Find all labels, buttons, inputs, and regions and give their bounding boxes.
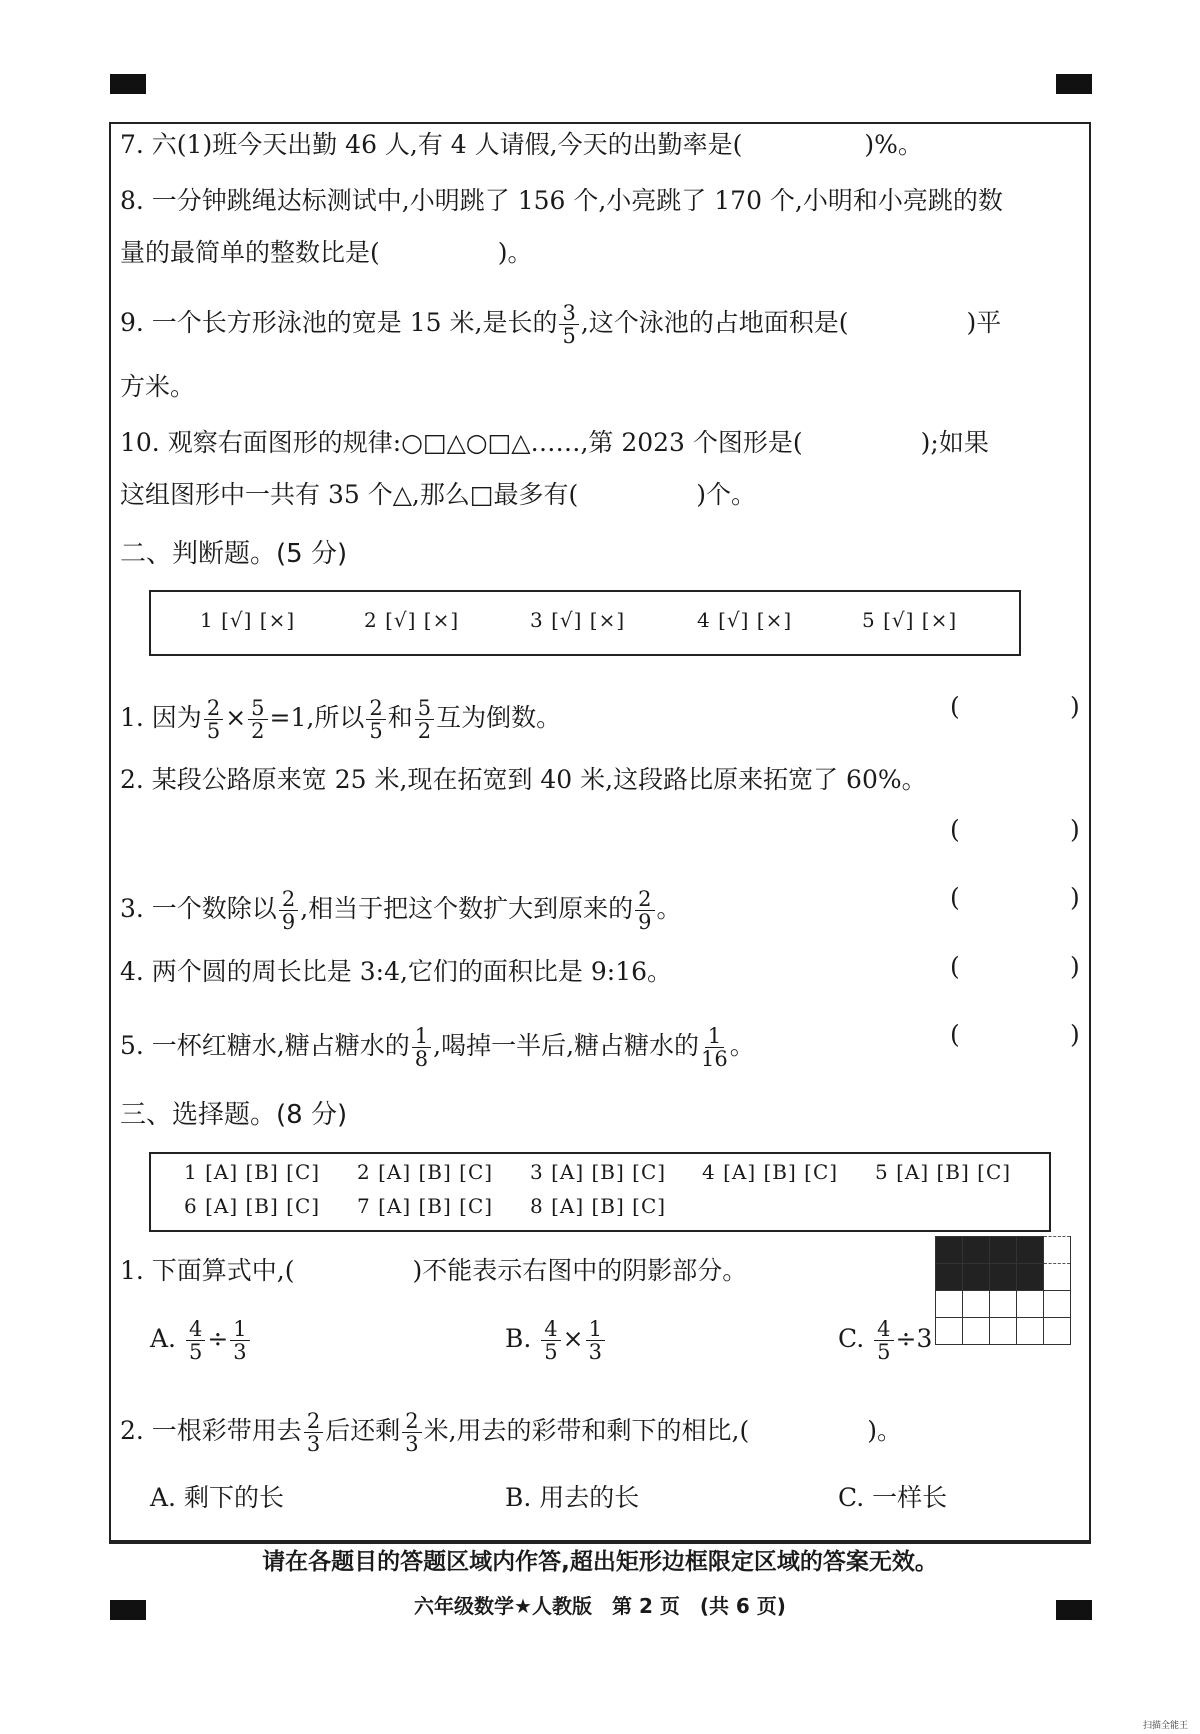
- section-2-title: 二、判断题。(5 分): [120, 539, 348, 569]
- judgment-answer-2[interactable]: 2 [√] [×]: [364, 608, 460, 632]
- c1-option-b[interactable]: B. $\frac{4}{5}$ × $\frac{1}{3}$: [505, 1318, 607, 1363]
- judgment-5-paren-close: ): [1070, 1020, 1080, 1049]
- judgment-5-paren-open[interactable]: (: [950, 1020, 960, 1049]
- judgment-answer-1[interactable]: 1 [√] [×]: [200, 608, 296, 632]
- question-7: 7. 六(1)班今天出勤 46 人,有 4 人请假,今天的出勤率是( )%。: [120, 130, 923, 159]
- page-footer: 六年级数学★人教版 第 2 页 (共 6 页): [414, 1594, 786, 1618]
- scanner-watermark: 扫描全能王: [1143, 1721, 1189, 1731]
- c2-option-c[interactable]: C. 一样长: [838, 1483, 948, 1512]
- judgment-2: 2. 某段公路原来宽 25 米,现在拓宽到 40 米,这段路比原来拓宽了 60%。: [120, 765, 927, 794]
- question-9-line2: 方米。: [120, 372, 196, 401]
- judgment-4-paren-open[interactable]: (: [950, 952, 960, 981]
- choice-answer-3[interactable]: 3 [A] [B] [C]: [530, 1160, 667, 1184]
- section-3-title: 三、选择题。(8 分): [120, 1100, 348, 1130]
- judgment-2-paren-close: ): [1070, 815, 1080, 844]
- registration-mark-top-left: [110, 74, 146, 94]
- choice-answer-1[interactable]: 1 [A] [B] [C]: [184, 1160, 321, 1184]
- judgment-1-paren-open[interactable]: (: [950, 692, 960, 721]
- question-10-line2: 这组图形中一共有 35 个△,那么□最多有( )个。: [120, 480, 757, 509]
- c2-option-b[interactable]: B. 用去的长: [505, 1483, 640, 1512]
- choice-1: 1. 下面算式中,( )不能表示右图中的阴影部分。: [120, 1256, 748, 1285]
- judgment-1: 1. 因为 $\frac{2}{5}$ × $\frac{5}{2}$ =1,所以 $\frac{2}{5}$ 和 $\frac{5}{2}$ 互为倒数。: [120, 696, 562, 743]
- judgment-3-paren-open[interactable]: (: [950, 883, 960, 912]
- judgment-1-paren-close: ): [1070, 692, 1080, 721]
- judgment-3: 3. 一个数除以 $\frac{2}{9}$ ,相当于把这个数扩大到原来的 $\frac{2}{9}$ 。: [120, 887, 682, 934]
- choice-answer-8[interactable]: 8 [A] [B] [C]: [530, 1194, 667, 1218]
- choice-answer-2[interactable]: 2 [A] [B] [C]: [357, 1160, 494, 1184]
- choice-2: 2. 一根彩带用去 $\frac{2}{3}$ 后还剩 $\frac{2}{3}$ 米,用去的彩带和剩下的相比,( )。: [120, 1409, 902, 1456]
- question-8-line1: 8. 一分钟跳绳达标测试中,小明跳了 156 个,小亮跳了 170 个,小明和小亮跳的数: [120, 186, 1003, 215]
- judgment-5: 5. 一杯红糖水,糖占糖水的 $\frac{1}{8}$ ,喝掉一半后,糖占糖水的 $\frac{1}{16}$ 。: [120, 1024, 755, 1071]
- c2-option-a[interactable]: A. 剩下的长: [150, 1483, 284, 1512]
- c1-option-c[interactable]: C. $\frac{4}{5}$ ÷3: [838, 1317, 933, 1364]
- question-9: 9. 一个长方形泳池的宽是 15 米,是长的 $\frac{3}{5}$ ,这个泳池的占地面积是( )平: [120, 301, 1002, 348]
- choice-answer-7[interactable]: 7 [A] [B] [C]: [357, 1194, 494, 1218]
- registration-mark-top-right: [1056, 74, 1092, 94]
- choice-answer-4[interactable]: 4 [A] [B] [C]: [702, 1160, 839, 1184]
- judgment-answer-5[interactable]: 5 [√] [×]: [862, 608, 958, 632]
- shaded-grid-figure: [935, 1236, 1071, 1345]
- judgment-answer-3[interactable]: 3 [√] [×]: [530, 608, 626, 632]
- question-10-line1: 10. 观察右面图形的规律:○□△○□△……,第 2023 个图形是( );如果: [120, 428, 989, 457]
- judgment-2-paren-open[interactable]: (: [950, 815, 960, 844]
- judgment-4: 4. 两个圆的周长比是 3:4,它们的面积比是 9:16。: [120, 957, 673, 986]
- judgment-3-paren-close: ): [1070, 883, 1080, 912]
- choice-answer-6[interactable]: 6 [A] [B] [C]: [184, 1194, 321, 1218]
- judgment-answer-4[interactable]: 4 [√] [×]: [697, 608, 793, 632]
- judgment-4-paren-close: ): [1070, 952, 1080, 981]
- fraction: $\frac{3}{5}$: [559, 302, 578, 347]
- choice-answer-5[interactable]: 5 [A] [B] [C]: [875, 1160, 1012, 1184]
- answer-area-notice: 请在各题目的答题区域内作答,超出矩形边框限定区域的答案无效。: [111, 1540, 1089, 1582]
- c1-option-a[interactable]: A. $\frac{4}{5}$ ÷ $\frac{1}{3}$: [150, 1318, 252, 1363]
- question-8-line2: 量的最简单的整数比是( )。: [120, 238, 533, 267]
